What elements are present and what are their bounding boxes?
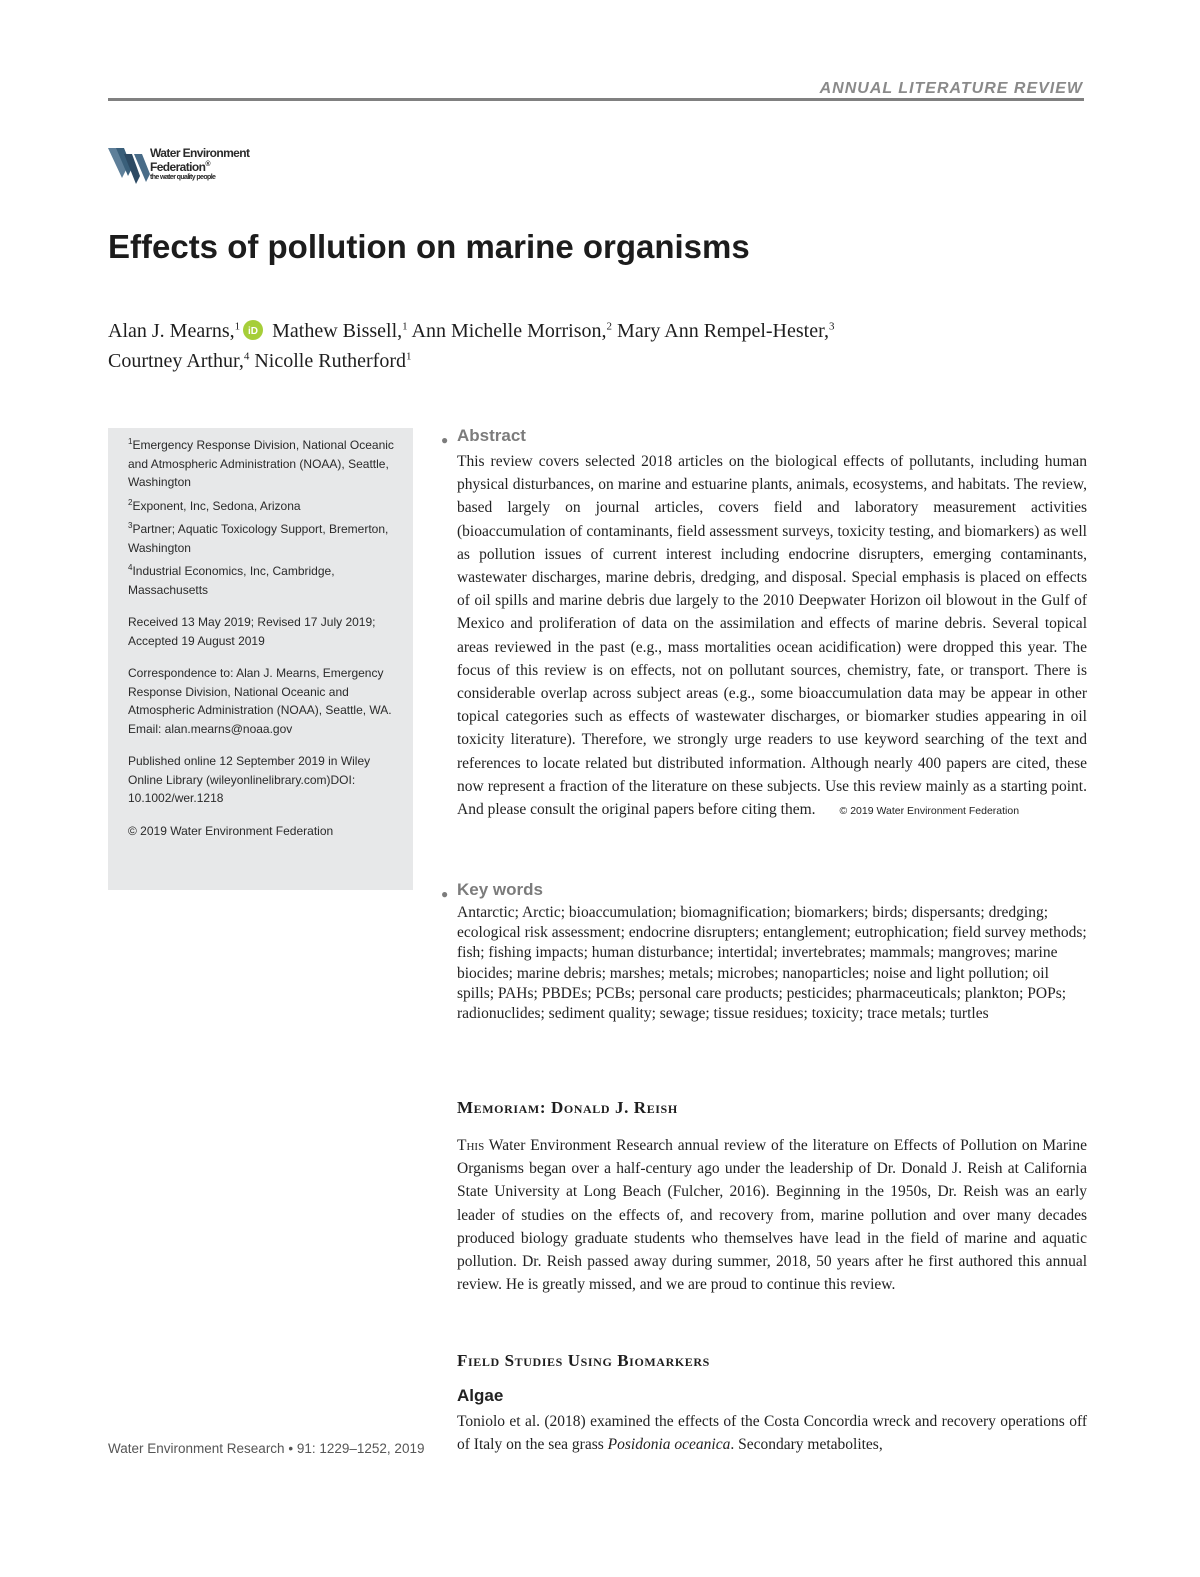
affiliation-number: 1 xyxy=(128,437,133,446)
correspondence: Correspondence to: Alan J. Mearns, Emergency Response Division, National Oceanic and Atmospheric Administration (NOAA), Seattle, WA. xyxy=(128,666,392,717)
author-name[interactable]: Ann Michelle Morrison, xyxy=(411,320,607,342)
orcid-icon[interactable] xyxy=(243,320,263,340)
affiliation-marker: 3 xyxy=(828,320,835,333)
algae-text-end: . Secondary metabolites, xyxy=(730,1436,883,1454)
affiliation-number: 2 xyxy=(128,497,133,507)
author-name[interactable]: Alan J. Mearns, xyxy=(108,320,235,342)
logo-line-2-text: Federation xyxy=(150,160,206,174)
affiliation-text: Exponent, Inc, Sedona, Arizona xyxy=(132,498,301,513)
affiliation-text: Industrial Economics, Inc, Cambridge, Massachusetts xyxy=(128,564,335,597)
memoriam-heading: Memoriam: Donald J. Reish xyxy=(457,1098,678,1117)
affiliation-marker: 1 xyxy=(402,320,408,333)
affiliation-entry xyxy=(128,562,397,599)
article-dates: Received 13 May 2019; Revised 17 July 2019; Accepted 19 August 2019 xyxy=(128,615,376,648)
memoriam-lead-word: This xyxy=(457,1137,485,1154)
section-label: ANNUAL LITERATURE REVIEW xyxy=(819,80,1083,97)
publication-info[interactable]: Published online 12 September 2019 in Wiley Online Library (wileyonlinelibrary.com)DOI: 10.1002/wer.1218 xyxy=(128,754,371,805)
algae-body xyxy=(457,1410,1087,1456)
svg-text:iD: iD xyxy=(248,326,259,337)
logo-tagline: the water quality people xyxy=(150,174,216,181)
affiliation-number: 3 xyxy=(128,521,133,530)
footer-separator: • xyxy=(288,1441,294,1456)
keywords-list: Antarctic; Arctic; bioaccumulation; biomagnification; biomarkers; birds; dispersants; dredging; ecological risk assessment; endocrine disrupters; entanglement; eutrophication; field survey methods; fish; fishing impacts; human disturbance; intertidal; invertebrates; mammals; mangroves; marine biocides; marine debris; marshes; metals; microbes; nanoparticles; noise and light pollution; oil spills; PAHs; PBDEs; PCBs; personal care products; pesticides; pharmaceuticals; plankton; POPs; radionuclides; sediment quality; sewage; tissue residues; toxicity; trace metals; turtles xyxy=(457,904,1087,1023)
memoriam-body xyxy=(457,1134,1087,1296)
abstract-copyright: © 2019 Water Environment Federation xyxy=(839,805,1020,818)
affiliation-entry xyxy=(128,520,397,557)
keywords-heading: Key words xyxy=(457,880,543,899)
author-name[interactable]: Mathew Bissell, xyxy=(272,320,403,342)
article-title: Effects of pollution on marine organisms xyxy=(108,228,750,265)
wef-logo xyxy=(108,146,308,188)
correspondence-email[interactable]: Email: alan.mearns@noaa.gov xyxy=(128,721,293,736)
wef-wave-icon xyxy=(108,146,152,186)
algae-subheading: Algae xyxy=(457,1386,504,1405)
trademark-mark: ® xyxy=(205,161,210,168)
journal-name: Water Environment Research xyxy=(108,1441,285,1456)
author-name[interactable]: Nicolle Rutherford xyxy=(254,350,406,372)
keywords-bullet-icon: ● xyxy=(441,887,449,901)
affiliation-marker: 4 xyxy=(243,350,250,363)
affiliation-entry xyxy=(128,436,397,492)
memoriam-text: Water Environment Research annual review of the literature on Effects of Pollution on Marine Organisms began over a half-century ago under the leadership of Dr. Donald J. Reish at California State University at Long Beach (Fulcher, 2016). Beginning in the 1950s, Dr. Reish was an early leader of studies on the effects of, and recovery from, marine pollution and over many decades produced biology graduate students who themselves have lead in the field of marine and aquatic pollution. Dr. Reish passed away during summer, 2018, 50 years after he first authored this annual review. He is greatly missed, and we are proud to continue this review. xyxy=(457,1137,1087,1294)
affiliation-text: Emergency Response Division, National Oceanic and Atmospheric Administration (NOAA), Seattle, Washington xyxy=(128,438,394,489)
journal-footer xyxy=(108,1441,424,1456)
abstract-body xyxy=(457,450,1087,823)
sidebar-copyright: © 2019 Water Environment Federation xyxy=(128,823,334,838)
abstract-bullet-icon: ● xyxy=(441,433,449,447)
abstract-heading: Abstract xyxy=(457,426,526,445)
article-info-sidebar xyxy=(108,428,413,890)
logo-line-1: Water Environment xyxy=(150,146,250,160)
journal-citation: 91: 1229–1252, 2019 xyxy=(296,1441,425,1456)
affiliation-entry xyxy=(128,497,397,516)
affiliation-text: Partner; Aquatic Toxicology Support, Bremerton, Washington xyxy=(128,522,389,555)
species-name: Posidonia oceanica xyxy=(607,1436,731,1454)
algae-text-start: Toniolo et al. (2018) examined the effects of the Costa Concordia wreck and recovery operations off of Italy on the sea grass xyxy=(457,1413,1087,1454)
logo-wordmark xyxy=(150,147,249,182)
logo-line-2 xyxy=(150,159,249,173)
header-rule xyxy=(108,98,1084,101)
affiliation-marker: 1 xyxy=(234,320,241,333)
author-name[interactable]: Mary Ann Rempel-Hester, xyxy=(617,320,829,342)
affiliation-marker: 2 xyxy=(606,320,613,333)
field-studies-heading: Field Studies Using Biomarkers xyxy=(457,1351,710,1370)
affiliation-number: 4 xyxy=(128,563,133,572)
abstract-text: This review covers selected 2018 articles on the biological effects of pollutants, including human physical disturbances, on marine and estuarine plants, animals, ecosystems, and habitats. The review, based largely on journal articles, covers field and laboratory measurement activities (bioaccumulation of contaminants, field assessment surveys, toxicity testing, and biomarkers) as well as pollution issues of current interest including endocrine disrupters, emerging contaminants, wastewater discharges, marine debris, dredging, and disposal. Special emphasis is placed on effects of oil spills and marine debris due largely to the 2010 Deepwater Horizon oil blowout in the Gulf of Mexico and proliferation of data on the assimilation and effects of marine debris. Several topical areas reviewed in the past (e.g., mass mortalities ocean acidification) were dropped this year. The focus of this review is on effects, not on pollutant sources, chemistry, fate, or transport. There is considerable overlap across subject areas (e.g., some bioaccumulation data may be appear in other topical categories such as effects of wastewater discharges, or biomarker studies appearing in oil toxicity literature). Therefore, we strongly urge readers to use keyword searching of the text and references to locate related but distributed information. Although nearly 400 papers are cited, these now represent a fraction of the literature on these subjects. Use this review mainly as a starting point. And please consult the original papers before citing them. xyxy=(457,453,1087,819)
affiliation-marker: 1 xyxy=(405,350,412,363)
author-name[interactable]: Courtney Arthur, xyxy=(108,350,244,372)
author-list xyxy=(108,316,1088,376)
